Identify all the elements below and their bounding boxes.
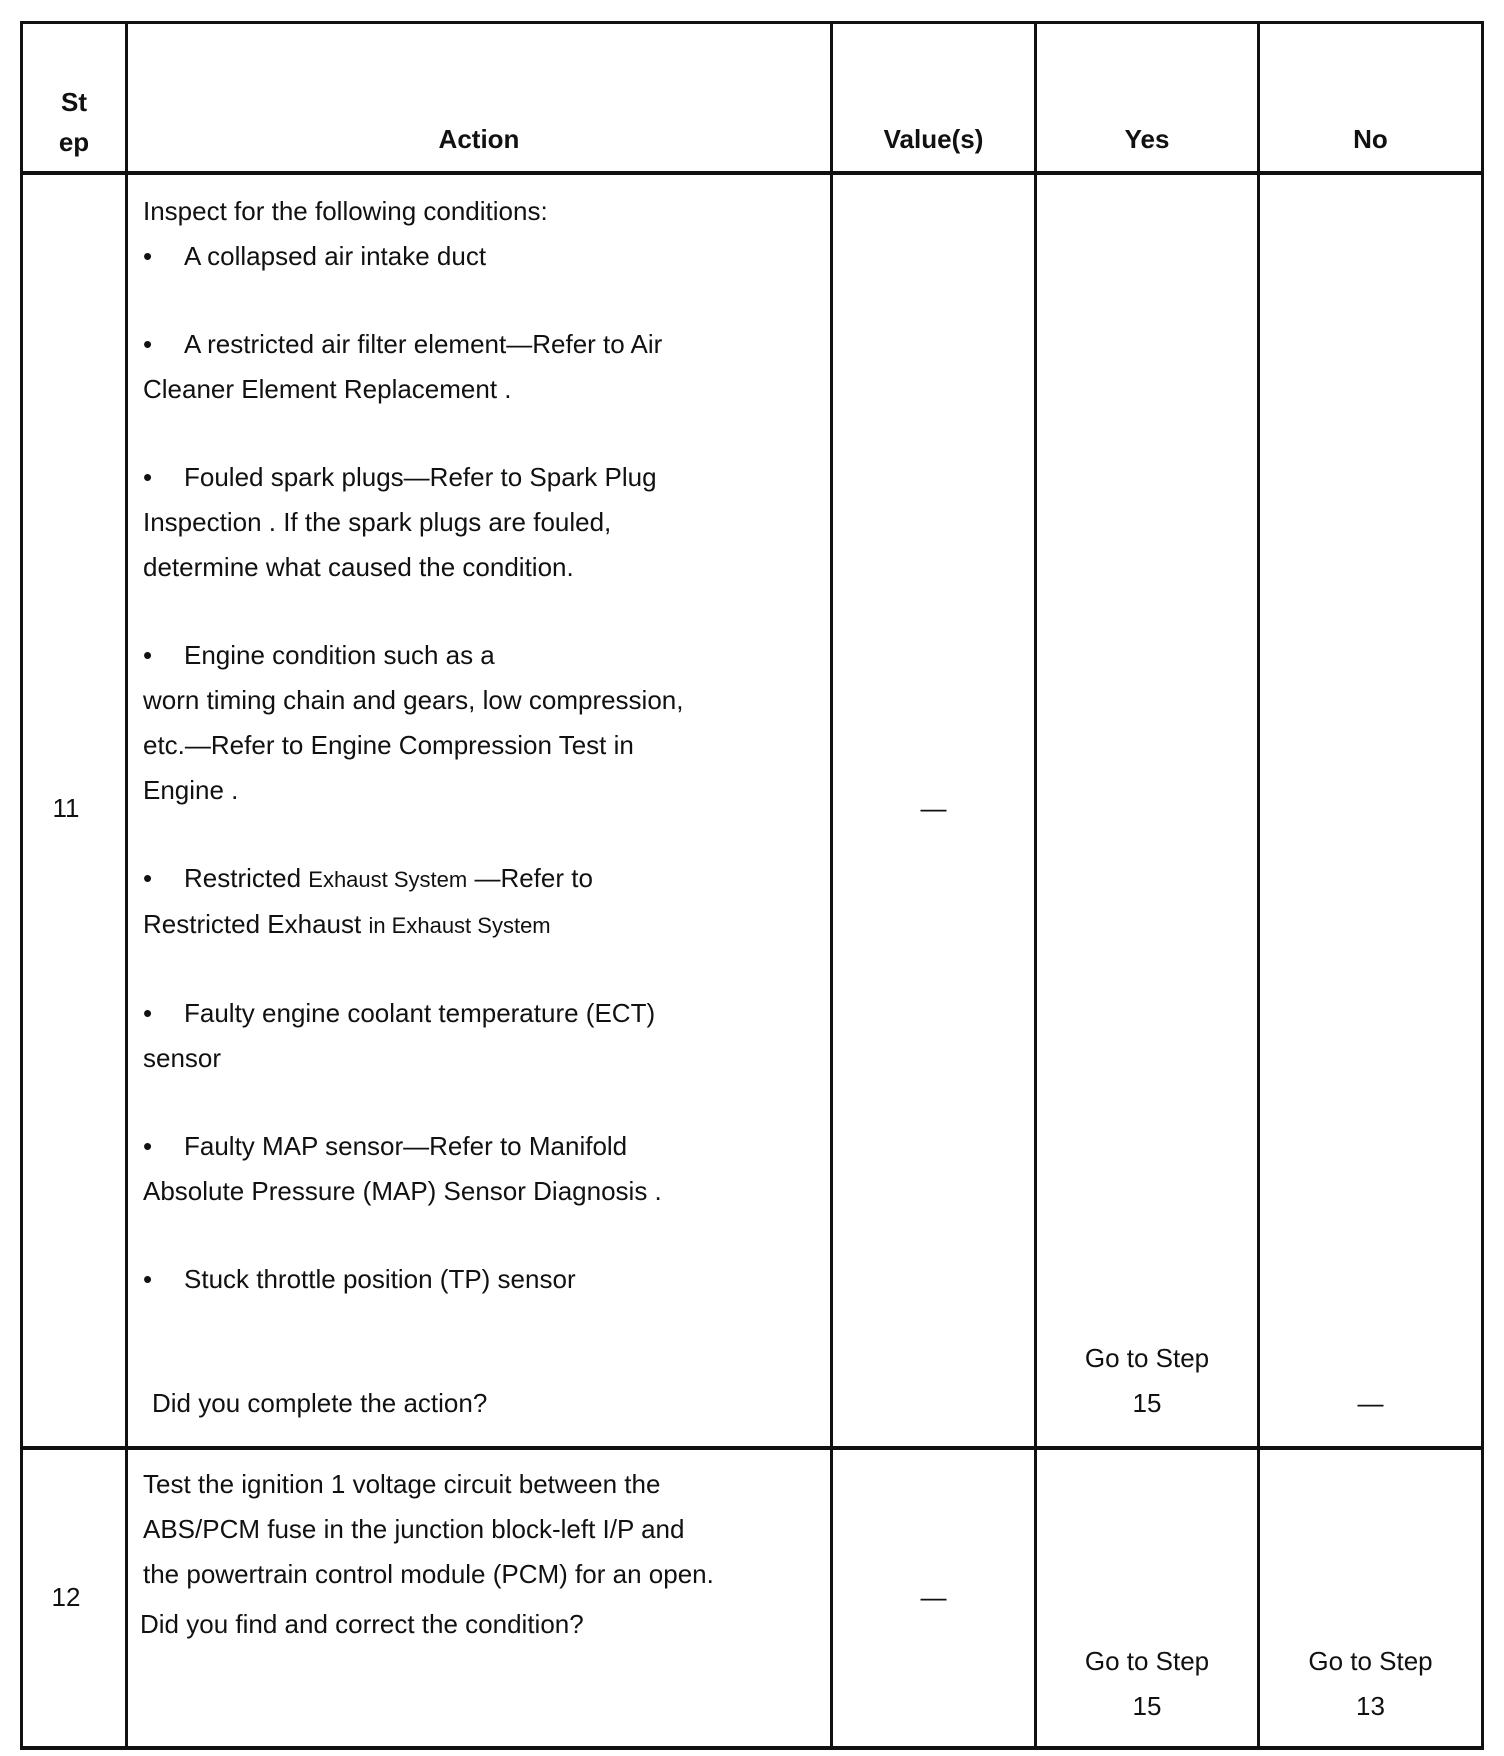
row-11-bullet-3-cont-1: Inspection . If the spark plugs are fouled,: [143, 507, 612, 537]
row-11-no: —: [1357, 1388, 1384, 1418]
row-11-bullet-8: • Stuck throttle position (TP) sensor: [143, 1264, 576, 1294]
row-11-value: —: [920, 793, 947, 823]
row-11-bullet-4-cont-2: etc.—Refer to Engine Compression Test in: [143, 730, 634, 760]
row-11-bullet-3: • Fouled spark plugs—Refer to Spark Plug: [143, 462, 657, 492]
row-divider: [20, 1446, 1484, 1450]
column-divider-action: [830, 22, 833, 1747]
header-step-line2: ep: [58, 127, 90, 157]
row-11-step: 11: [52, 793, 80, 823]
header-step: [23, 82, 125, 162]
header-action: Action: [438, 124, 520, 154]
row-11-bullet-1: • A collapsed air intake duct: [143, 241, 487, 271]
row-11-intro: Inspect for the following conditions:: [143, 196, 548, 226]
row-12-value: —: [920, 1582, 947, 1612]
row-12-question: Did you find and correct the condition?: [140, 1609, 584, 1639]
row-11-bullet-6: • Faulty engine coolant temperature (ECT): [143, 998, 656, 1028]
row-11-bullet-2: • A restricted air filter element—Refer to Air: [143, 329, 663, 359]
header-yes: Yes: [1124, 124, 1170, 154]
header-no: No: [1353, 124, 1388, 154]
row-12-action: Test the ignition 1 voltage circuit between the ABS/PCM fuse in the junction block-left I/P and the powertrain control module (PCM) for an open. Did you find and correct the condition?: [143, 1462, 828, 1647]
header-step-line1: St: [61, 87, 87, 117]
row-11-bullet-5: • Restricted Exhaust System —Refer to: [143, 863, 593, 893]
header-divider: [20, 171, 1484, 175]
row-11-action: [143, 189, 823, 1302]
table-border-top: [20, 21, 1484, 24]
row-11-yes: Go to Step 15: [1084, 1343, 1210, 1418]
column-divider-yes: [1257, 22, 1260, 1747]
row-11-bullet-4-cont-1: worn timing chain and gears, low compression,: [143, 685, 684, 715]
row-11-question: Did you complete the action?: [152, 1388, 488, 1418]
table-border-bottom: [20, 1746, 1484, 1750]
row-12-step: 12: [51, 1582, 81, 1612]
row-12-yes: Go to Step 15: [1084, 1646, 1210, 1721]
row-12-no: Go to Step 13: [1308, 1646, 1433, 1721]
row-11-bullet-5-cont: Restricted Exhaust in Exhaust System: [143, 909, 551, 939]
column-divider-values: [1034, 22, 1037, 1747]
row-11-bullet-4-cont-3: Engine .: [143, 775, 239, 805]
column-divider-step: [125, 22, 128, 1747]
header-values: Value(s): [883, 124, 984, 154]
row-11-bullet-7-cont: Absolute Pressure (MAP) Sensor Diagnosis .: [143, 1176, 662, 1206]
row-11-bullet-3-cont-2: determine what caused the condition.: [143, 552, 574, 582]
row-11-bullet-4: • Engine condition such as a: [143, 640, 495, 670]
table-border-left: [20, 22, 23, 1747]
row-11-bullet-2-cont: Cleaner Element Replacement .: [143, 374, 512, 404]
row-11-bullet-6-cont: sensor: [143, 1043, 222, 1073]
table-border-right: [1481, 22, 1484, 1747]
row-11-bullet-7: • Faulty MAP sensor—Refer to Manifold: [143, 1131, 628, 1161]
